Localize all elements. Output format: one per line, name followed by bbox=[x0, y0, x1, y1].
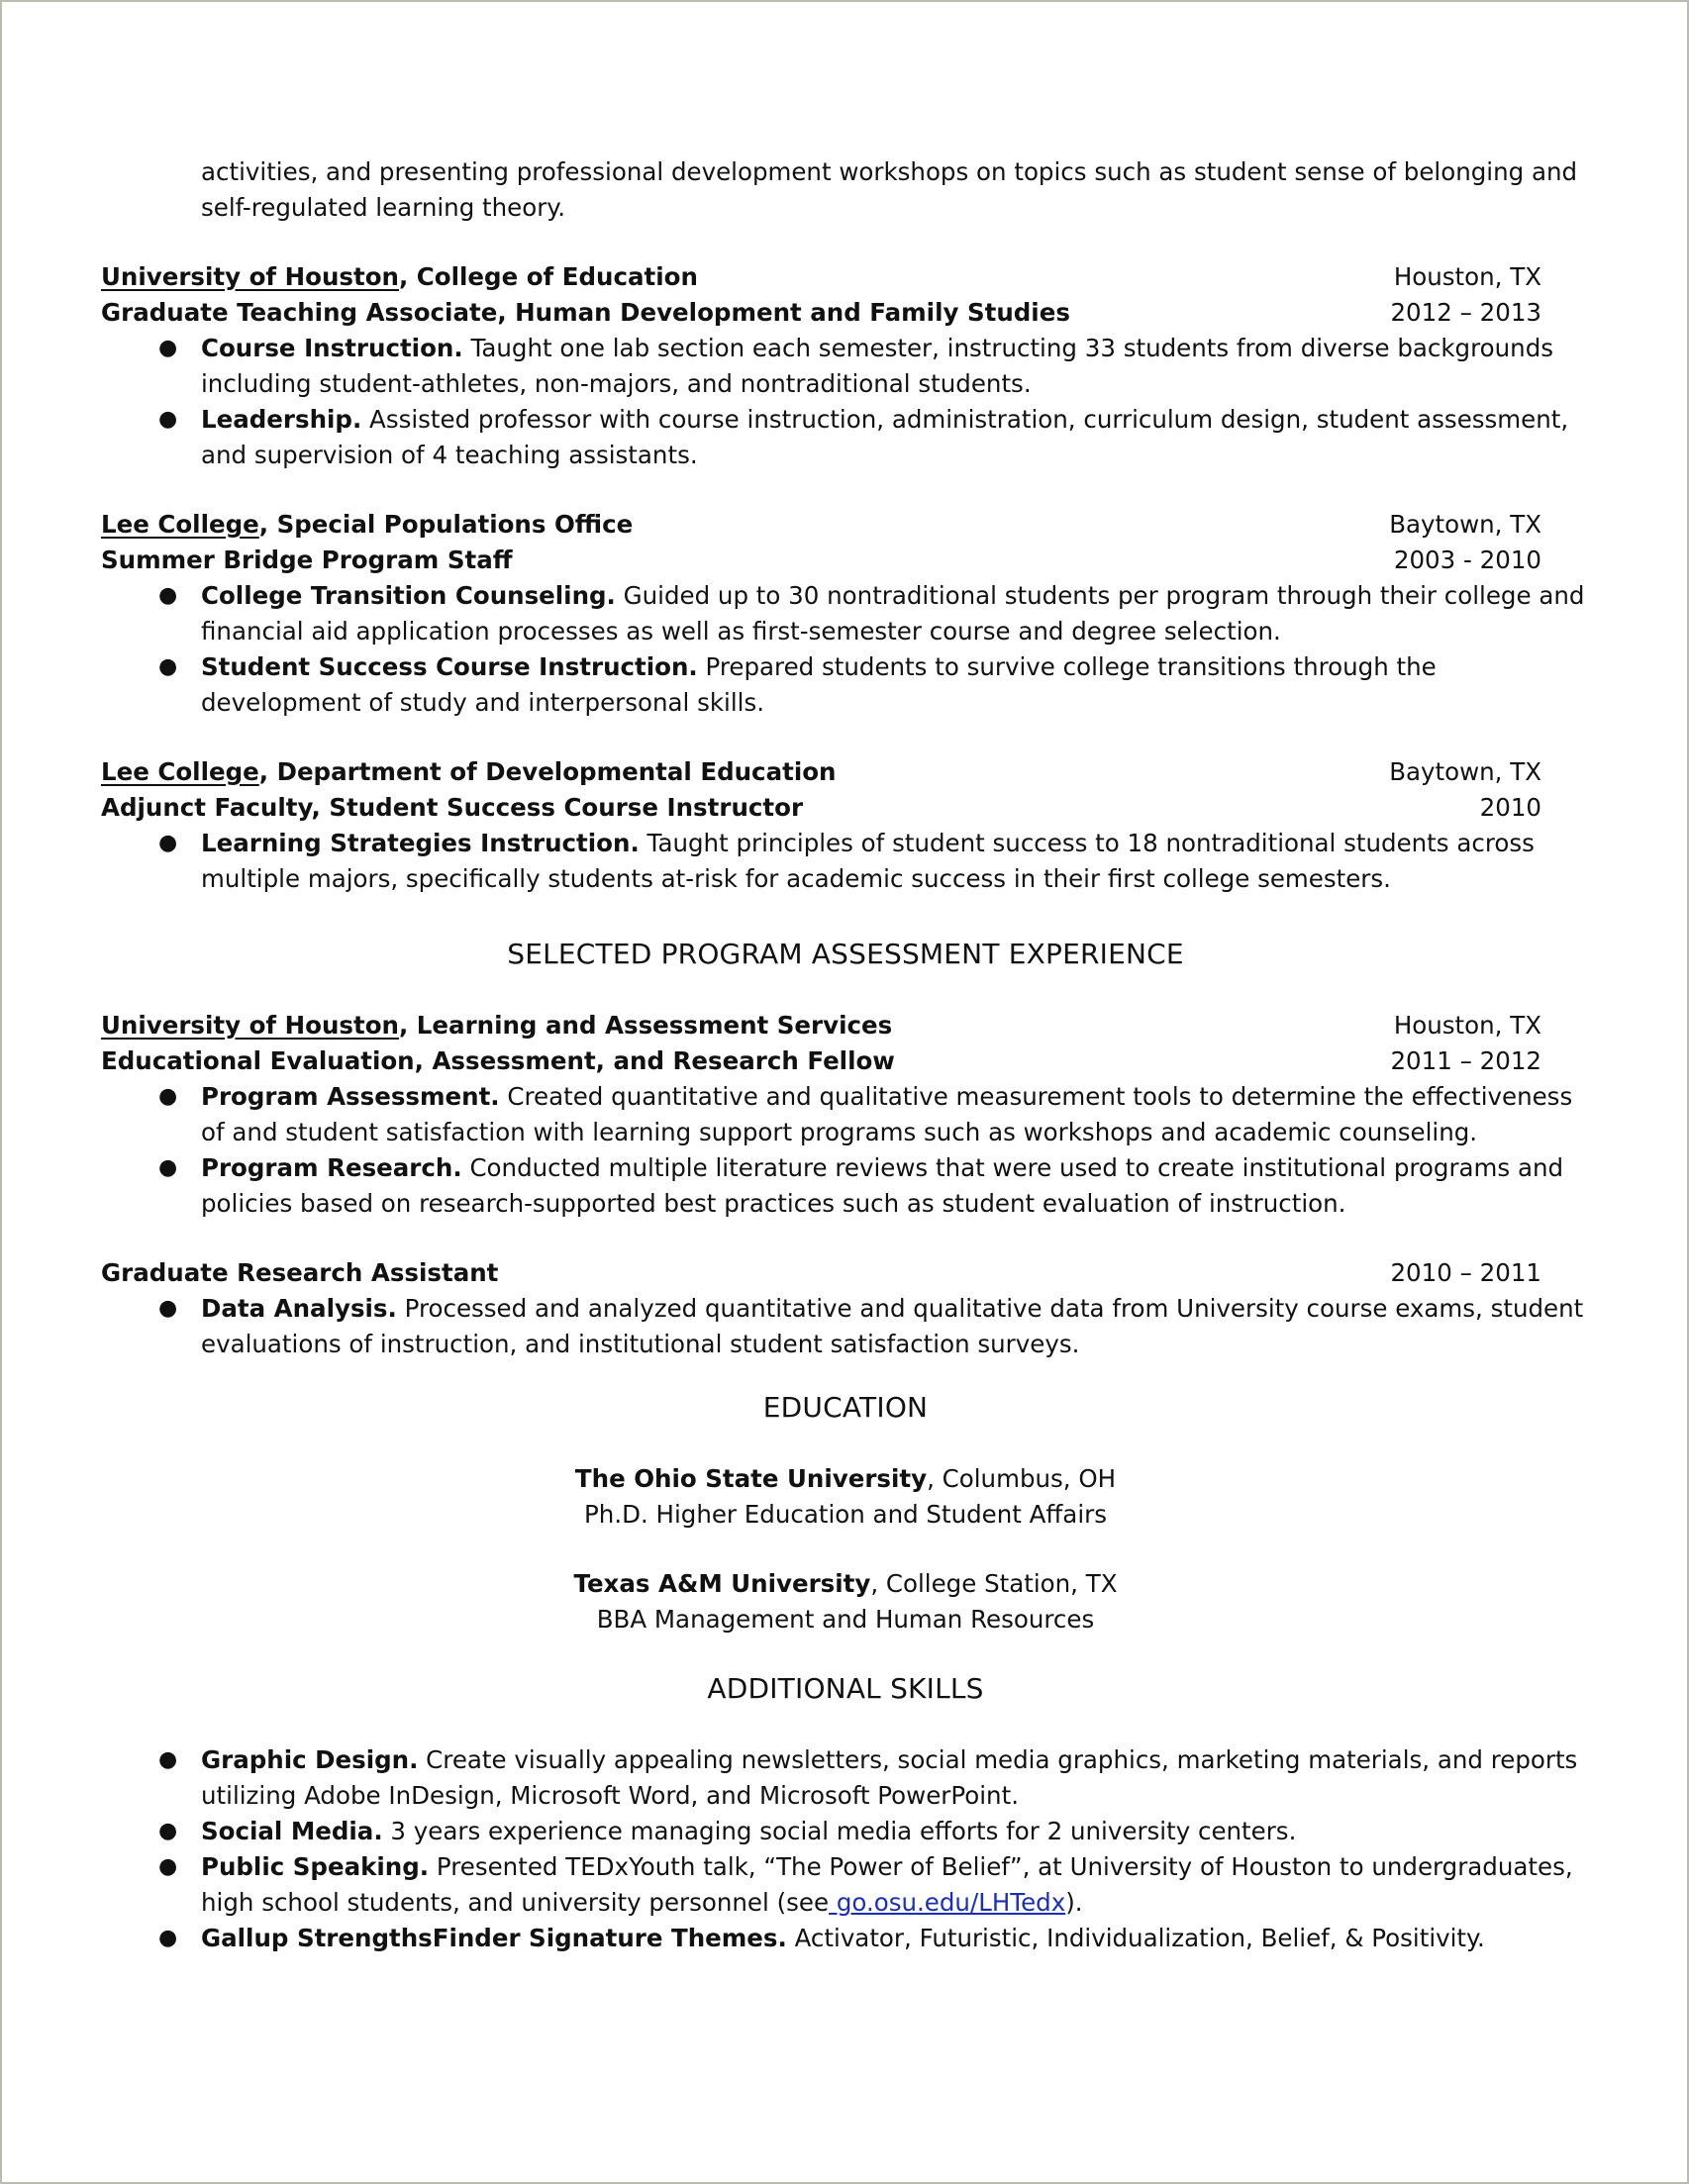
skill-item bbox=[101, 1849, 1586, 1921]
bullet-item bbox=[101, 331, 1586, 402]
job-entry bbox=[101, 259, 1586, 473]
bullet-head: Course Instruction. bbox=[201, 334, 463, 362]
bullet-text: Conducted multiple literature reviews that were used to create institutional programs and policies based on research-supported best practices such as student evaluation of instruction. bbox=[201, 1153, 1564, 1218]
bullet-icon: ● bbox=[158, 1926, 178, 1950]
school-name: The Ohio State University bbox=[574, 1464, 928, 1493]
job-dept: , Department of Developmental Education bbox=[258, 757, 837, 786]
job-bullets bbox=[101, 1291, 1586, 1362]
education-list bbox=[53, 1461, 1638, 1638]
job-bullets bbox=[101, 826, 1586, 897]
skill-text-after: ). bbox=[1065, 1888, 1083, 1917]
bullet-head: Student Success Course Instruction. bbox=[201, 652, 698, 681]
job-dates: 2003 - 2010 bbox=[1393, 546, 1541, 574]
job-location: Baytown, TX bbox=[1389, 757, 1541, 786]
job-org-name: Lee College bbox=[101, 757, 259, 786]
bullet-head: Program Assessment. bbox=[201, 1082, 500, 1111]
skill-head: Public Speaking. bbox=[201, 1852, 430, 1881]
bullet-icon: ● bbox=[158, 336, 178, 360]
job-location: Baytown, TX bbox=[1389, 510, 1541, 539]
job-org bbox=[101, 1008, 892, 1043]
job-title: Adjunct Faculty, Student Success Course Instructor bbox=[101, 793, 804, 822]
job-dates: 2010 – 2011 bbox=[1390, 1258, 1541, 1287]
bullet-head: Program Research. bbox=[201, 1153, 462, 1182]
education-item bbox=[53, 1566, 1638, 1638]
bullet-head: College Transition Counseling. bbox=[201, 581, 616, 610]
resume-page bbox=[101, 154, 1586, 1956]
bullet-head: Data Analysis. bbox=[201, 1294, 397, 1323]
skill-text: Activator, Futuristic, Individualization, Belief, & Positivity. bbox=[786, 1924, 1485, 1952]
bullet-item bbox=[101, 1079, 1586, 1150]
bullet-icon: ● bbox=[158, 583, 178, 608]
bullet-item bbox=[101, 649, 1586, 721]
job-title: Summer Bridge Program Staff bbox=[101, 546, 513, 574]
section-heading-education: EDUCATION bbox=[762, 1391, 929, 1424]
job-dates: 2011 – 2012 bbox=[1390, 1046, 1541, 1075]
skill-item bbox=[101, 1742, 1586, 1814]
skill-text: Create visually appealing newsletters, social media graphics, marketing materials, and reports utilizing Adobe InDesign, Microsoft Word, and Microsoft PowerPoint. bbox=[201, 1745, 1578, 1810]
skill-head: Gallup StrengthsFinder Signature Themes. bbox=[201, 1924, 787, 1952]
bullet-icon: ● bbox=[158, 1819, 178, 1843]
bullet-text: Taught one lab section each semester, instructing 33 students from diverse backgrounds including student-athletes, non-majors, and nontraditional students. bbox=[201, 334, 1554, 398]
school-name: Texas A&M University bbox=[573, 1569, 871, 1598]
bullet-text: Prepared students to survive college transitions through the development of study and interpersonal skills. bbox=[201, 652, 1437, 717]
education-item bbox=[53, 1461, 1638, 1533]
job-entry bbox=[101, 754, 1586, 897]
degree: Ph.D. Higher Education and Student Affairs bbox=[584, 1500, 1107, 1529]
job-org bbox=[101, 259, 698, 295]
skills-list bbox=[101, 1742, 1586, 1956]
bullet-head: Learning Strategies Instruction. bbox=[201, 829, 640, 857]
bullet-icon: ● bbox=[158, 1296, 178, 1321]
job-dates: 2010 bbox=[1479, 793, 1541, 822]
job-org-name: University of Houston bbox=[101, 262, 399, 291]
job-entry bbox=[101, 507, 1586, 721]
job-location: Houston, TX bbox=[1393, 262, 1541, 291]
bullet-text: Processed and analyzed quantitative and qualitative data from University course exams, student evaluations of instruction, and institutional student satisfaction surveys. bbox=[201, 1294, 1584, 1358]
bullet-icon: ● bbox=[158, 1155, 178, 1180]
job-dates: 2012 – 2013 bbox=[1390, 298, 1541, 327]
bullet-icon: ● bbox=[158, 1084, 178, 1109]
job-title: Graduate Teaching Associate, Human Development and Family Studies bbox=[101, 298, 1070, 327]
bullet-icon: ● bbox=[158, 831, 178, 855]
bullet-text: Guided up to 30 nontraditional students per program through their college and financial aid application processes as well as first-semester course and degree selection. bbox=[201, 581, 1585, 645]
assessment-entry bbox=[101, 1255, 1586, 1362]
bullet-item bbox=[101, 402, 1586, 473]
job-bullets bbox=[101, 331, 1586, 473]
bullet-item bbox=[101, 1150, 1586, 1222]
school-place: , College Station, TX bbox=[870, 1569, 1118, 1598]
skill-text: Presented TEDxYouth talk, “The Power of Belief”, at University of Houston to undergraduates, high school students, and university personnel (see bbox=[201, 1852, 1573, 1917]
bullet-item bbox=[101, 578, 1586, 649]
skill-head: Graphic Design. bbox=[201, 1745, 419, 1774]
bullet-icon: ● bbox=[158, 1854, 178, 1879]
job-dept: , College of Education bbox=[398, 262, 698, 291]
skill-head: Social Media. bbox=[201, 1817, 383, 1845]
job-dept: , Special Populations Office bbox=[258, 510, 634, 539]
intro-paragraph: activities, and presenting professional development workshops on topics such as student sense of belonging and self-regulated learning theory. bbox=[201, 157, 1578, 222]
bullet-item bbox=[101, 1291, 1586, 1362]
bullet-icon: ● bbox=[158, 654, 178, 679]
job-location: Houston, TX bbox=[1393, 1011, 1541, 1040]
section-heading-assessment: SELECTED PROGRAM ASSESSMENT EXPERIENCE bbox=[507, 938, 1184, 970]
bullet-text: Taught principles of student success to 18 nontraditional students across multiple majors, specifically students at-risk for academic success in their first college semesters. bbox=[201, 829, 1535, 893]
skill-item bbox=[101, 1921, 1586, 1956]
job-title: Educational Evaluation, Assessment, and Research Fellow bbox=[101, 1046, 895, 1075]
bullet-text: Assisted professor with course instruction, administration, curriculum design, student assessment, and supervision of 4 teaching assistants. bbox=[201, 405, 1569, 469]
job-bullets bbox=[101, 578, 1586, 721]
skill-item bbox=[101, 1814, 1586, 1849]
job-org-name: Lee College bbox=[101, 510, 259, 539]
tedx-link[interactable]: go.osu.edu/LHTedx bbox=[829, 1888, 1066, 1917]
job-org bbox=[101, 507, 633, 543]
school-place: , Columbus, OH bbox=[927, 1464, 1117, 1493]
job-dept: , Learning and Assessment Services bbox=[398, 1011, 893, 1040]
job-bullets bbox=[101, 1079, 1586, 1222]
bullet-icon: ● bbox=[158, 1747, 178, 1772]
bullet-icon: ● bbox=[158, 407, 178, 432]
skill-text: 3 years experience managing social media efforts for 2 university centers. bbox=[382, 1817, 1297, 1845]
job-title: Graduate Research Assistant bbox=[101, 1258, 499, 1287]
assessment-entry bbox=[101, 1008, 1586, 1222]
degree: BBA Management and Human Resources bbox=[596, 1605, 1095, 1634]
bullet-item bbox=[101, 826, 1586, 897]
job-org-name: University of Houston bbox=[101, 1011, 399, 1040]
bullet-head: Leadership. bbox=[201, 405, 362, 434]
section-heading-skills: ADDITIONAL SKILLS bbox=[707, 1672, 984, 1705]
bullet-text: Created quantitative and qualitative measurement tools to determine the effectiveness of and student satisfaction with learning support programs such as workshops and academic counseling. bbox=[201, 1082, 1573, 1146]
job-org bbox=[101, 754, 837, 790]
